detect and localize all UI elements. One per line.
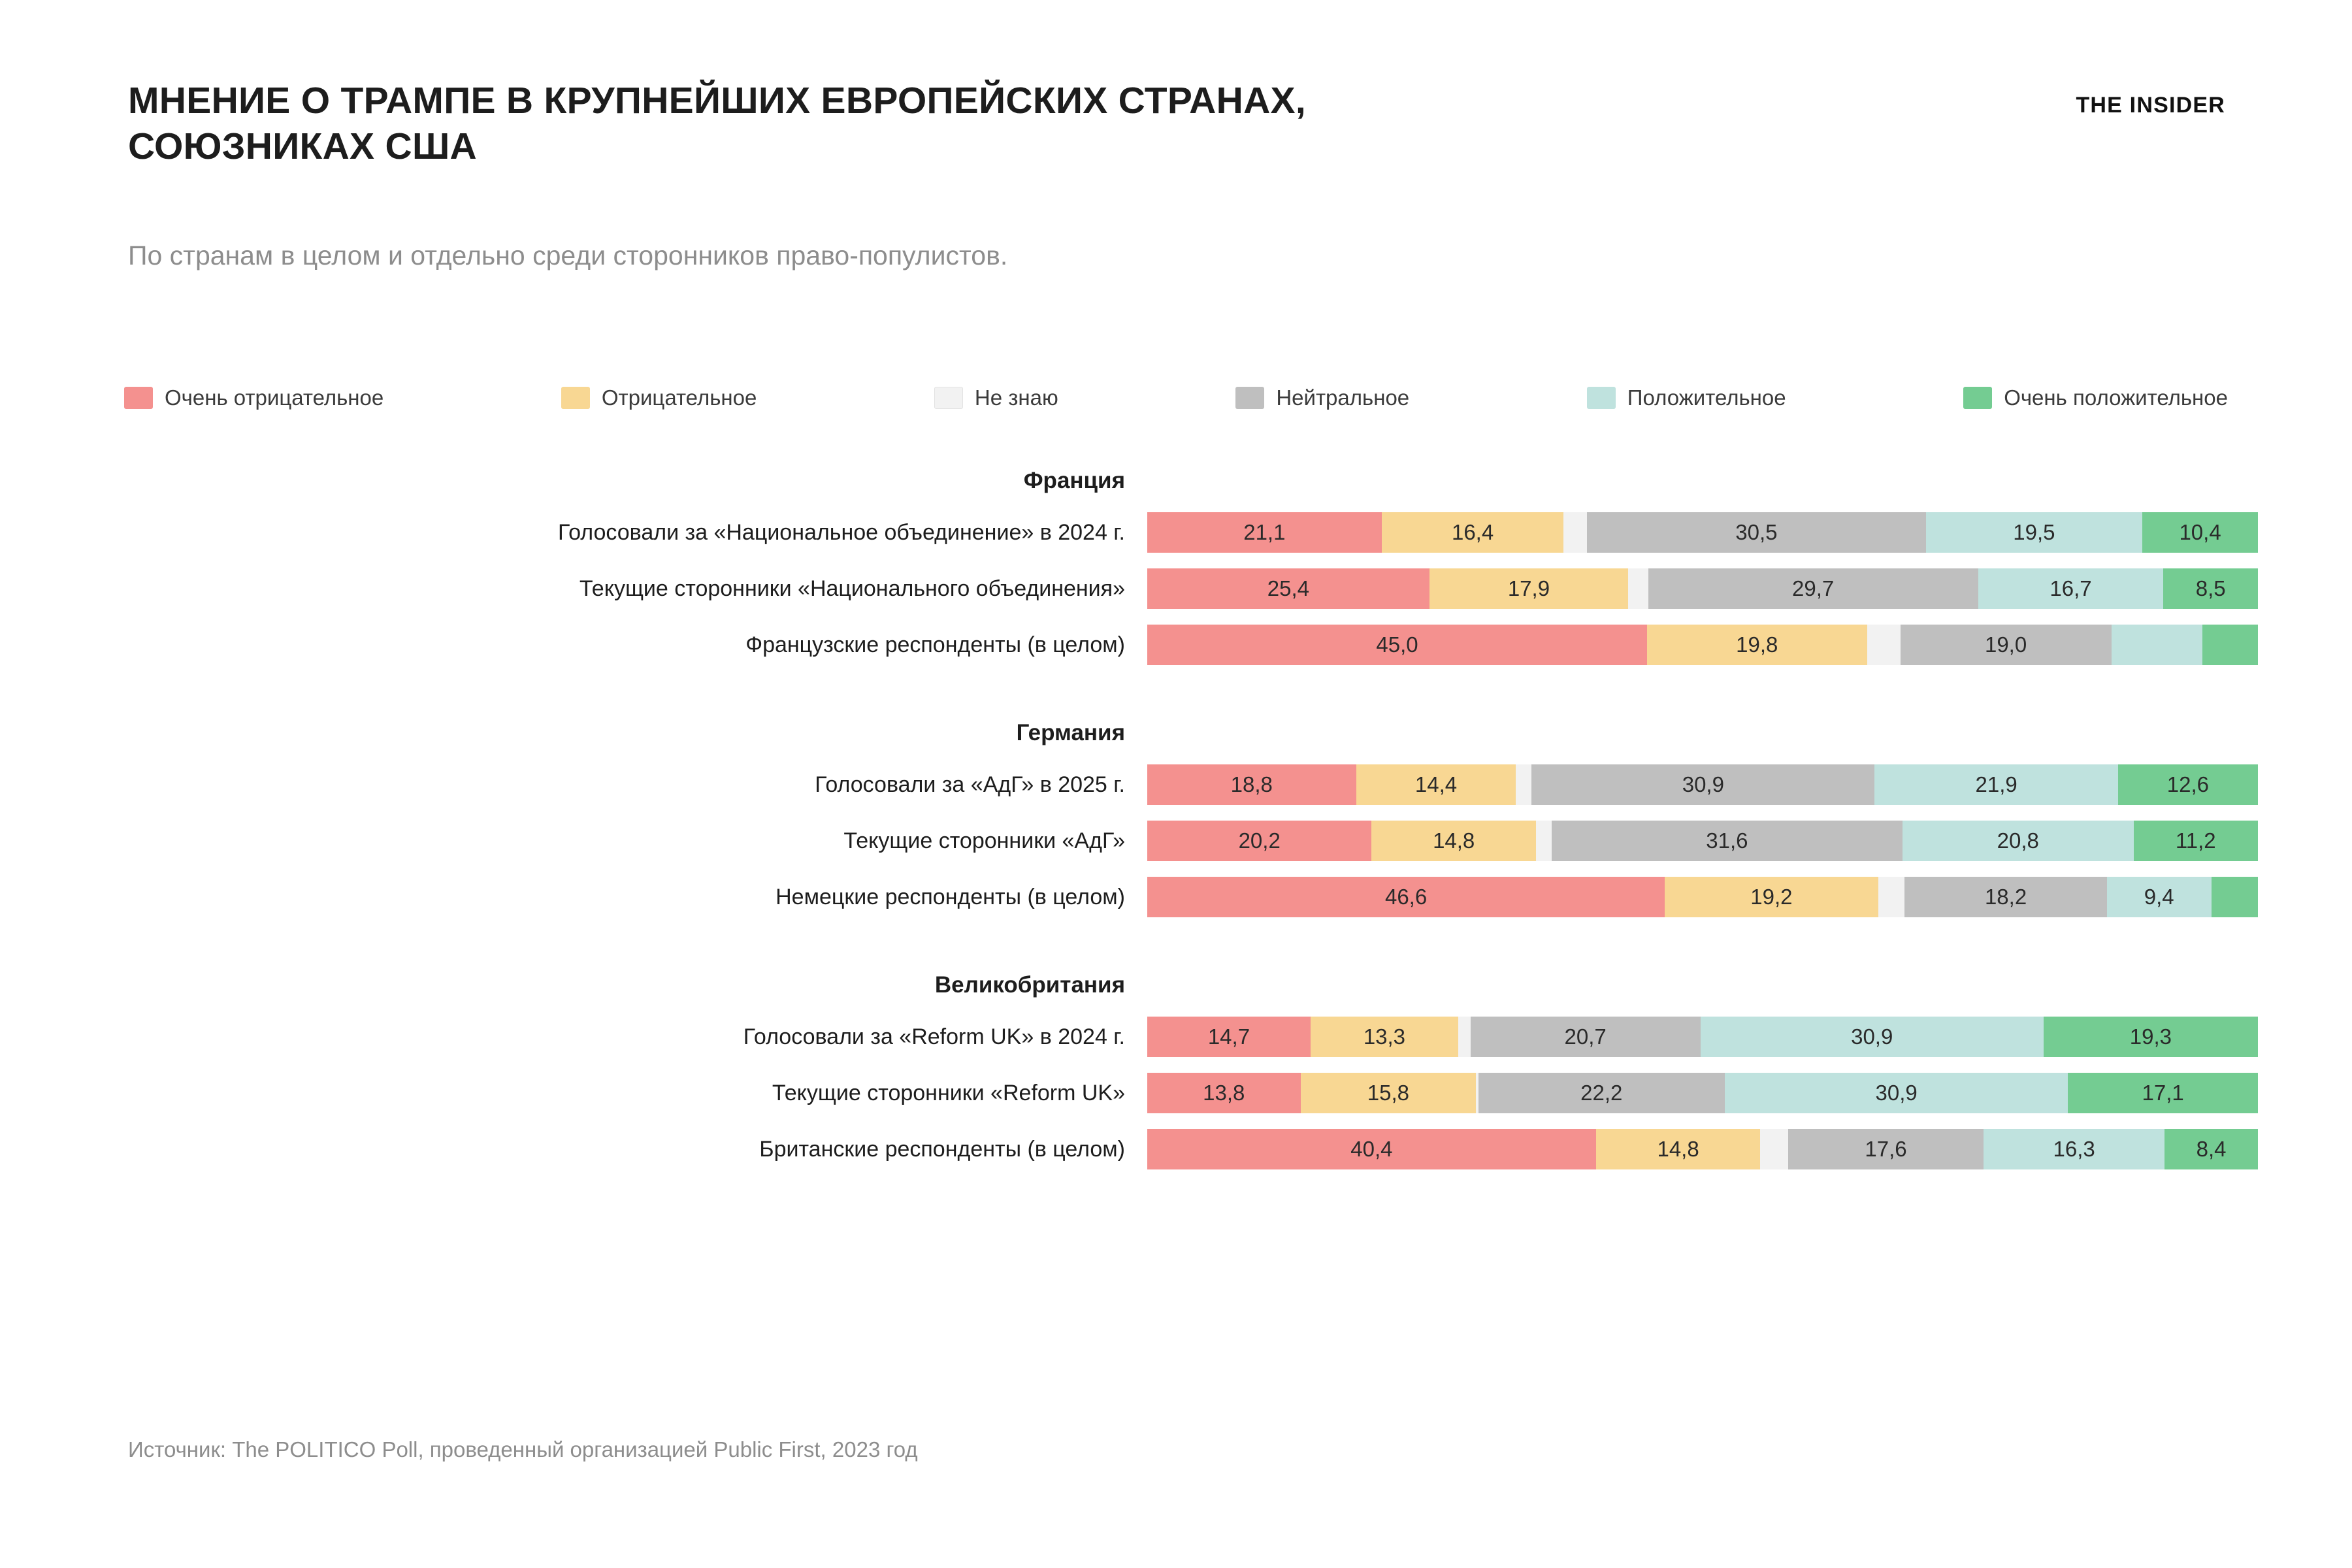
bar-segment-value: 29,7 (1792, 576, 1835, 600)
bar-segment-value: 19,8 (1736, 632, 1778, 657)
chart-row (128, 1009, 2258, 1065)
chart-row-label: Голосовали за «АдГ» в 2025 г. (815, 772, 1125, 797)
brand-logo: THE INSIDER (2076, 93, 2225, 118)
stacked-bar (1147, 1129, 2258, 1169)
bar-segment (1429, 568, 1628, 609)
bar-segment (1536, 821, 1552, 861)
source-note: Источник: The POLITICO Poll, проведенный организацией Public First, 2023 год (128, 1437, 918, 1462)
bar-segment-value: 40,4 (1350, 1137, 1393, 1161)
bar-segment (1301, 1073, 1477, 1113)
legend-item (561, 385, 757, 410)
bar-segment-value: 11,2 (2175, 828, 2216, 853)
legend-item (1235, 385, 1409, 410)
legend-label: Очень отрицательное (165, 385, 384, 410)
bar-segment (1926, 512, 2143, 553)
legend-swatch-icon (1963, 387, 1992, 409)
chart-row (128, 561, 2258, 617)
bar-segment-value: 14,7 (1207, 1024, 1250, 1049)
group-spacer (128, 673, 2258, 695)
bar-segment (1978, 568, 2164, 609)
stacked-bar (1147, 877, 2258, 917)
chart-row (128, 813, 2258, 869)
bar-segment-value: 21,1 (1243, 520, 1286, 544)
bar-segment-value: 20,2 (1238, 828, 1281, 853)
bar-segment (2163, 568, 2258, 609)
chart-row-label: Текущие сторонники «Национального объединения» (579, 576, 1125, 601)
bar-segment-value: 21,9 (1975, 772, 2017, 796)
chart-area (128, 457, 2258, 1214)
bar-segment-value: 14,4 (1414, 772, 1458, 796)
bar-segment (1701, 1017, 2044, 1057)
bar-segment (1478, 1073, 1725, 1113)
bar-segment (2107, 877, 2212, 917)
bar-segment-value: 17,1 (2142, 1081, 2184, 1105)
bar-segment (2212, 877, 2258, 917)
group-title: Франция (1023, 468, 1125, 493)
bar-segment (1147, 1017, 1311, 1057)
bar-segment-value: 16,7 (2050, 576, 2092, 600)
bar-segment-value: 46,6 (1384, 885, 1428, 909)
stacked-bar (1147, 625, 2258, 665)
bar-segment-value: 30,9 (1875, 1081, 1918, 1105)
chart-row-label: Французские респонденты (в целом) (745, 632, 1125, 657)
bar-segment (2142, 512, 2258, 553)
chart-row-label: Текущие сторонники «АдГ» (843, 828, 1125, 853)
bar-segment-value: 14,8 (1433, 828, 1475, 853)
chart-legend (124, 385, 2228, 410)
bar-segment-value: 19,0 (1984, 632, 2027, 657)
bar-segment-value: 17,6 (1865, 1137, 1907, 1161)
chart-row-label: Немецкие респонденты (в целом) (776, 884, 1125, 909)
bar-segment-value: 8,5 (2195, 576, 2226, 600)
chart-row (128, 869, 2258, 925)
group-title: Великобритания (934, 972, 1125, 998)
bar-segment-value: 19,5 (2013, 520, 2055, 544)
chart-row (128, 1065, 2258, 1121)
chart-row (128, 617, 2258, 673)
bar-segment (1382, 512, 1564, 553)
bar-segment-value: 22,2 (1580, 1081, 1623, 1105)
bar-segment (1665, 877, 1878, 917)
bar-segment (1904, 877, 2106, 917)
bar-segment-value: 18,8 (1230, 772, 1273, 796)
bar-segment (1648, 568, 1978, 609)
stacked-bar (1147, 1017, 2258, 1057)
bar-segment (1984, 1129, 2164, 1169)
page-subtitle: По странам в целом и отдельно среди сторонников право-популистов. (128, 240, 1008, 270)
chart-group (128, 710, 2258, 947)
bar-segment-value: 30,9 (1851, 1024, 1893, 1049)
chart-row (128, 757, 2258, 813)
group-spacer (128, 1177, 2258, 1200)
bar-segment-value: 25,4 (1267, 576, 1310, 600)
bar-segment-value: 18,2 (1984, 885, 2027, 909)
bar-segment (1878, 877, 1905, 917)
group-spacer (128, 925, 2258, 947)
bar-segment (2118, 764, 2258, 805)
legend-item (1587, 385, 1786, 410)
bar-segment-value: 14,8 (1657, 1137, 1699, 1161)
bar-segment (1147, 764, 1356, 805)
bar-segment (2112, 625, 2202, 665)
legend-item (124, 385, 384, 410)
bar-segment (1867, 625, 1901, 665)
bar-segment-value: 8,4 (2196, 1137, 2227, 1161)
legend-swatch-icon (1587, 387, 1616, 409)
bar-segment (1647, 625, 1867, 665)
bar-segment (1552, 821, 1903, 861)
bar-segment-value: 12,6 (2166, 772, 2209, 796)
bar-segment (1147, 512, 1382, 553)
bar-segment (2134, 821, 2258, 861)
bar-segment-value: 13,3 (1363, 1024, 1406, 1049)
legend-label: Не знаю (974, 385, 1058, 410)
bar-segment (1147, 568, 1429, 609)
bar-segment (1147, 625, 1647, 665)
bar-segment-value: 13,8 (1203, 1081, 1245, 1105)
header (128, 78, 2225, 169)
bar-segment-value: 19,3 (2129, 1024, 2172, 1049)
bar-segment (1628, 568, 1648, 609)
bar-segment (2068, 1073, 2258, 1113)
bar-segment (1874, 764, 2117, 805)
bar-segment-value: 20,8 (1997, 828, 2039, 853)
legend-swatch-icon (934, 387, 963, 409)
bar-segment (1458, 1017, 1471, 1057)
legend-label: Нейтральное (1276, 385, 1410, 410)
bar-segment-value: 31,6 (1706, 828, 1748, 853)
bar-segment (1147, 821, 1371, 861)
legend-label: Отрицательное (601, 385, 757, 410)
legend-item (1963, 385, 2228, 410)
legend-swatch-icon (1235, 387, 1264, 409)
bar-segment (1903, 821, 2134, 861)
bar-segment (1587, 512, 1926, 553)
bar-segment-value: 17,9 (1507, 576, 1550, 600)
legend-swatch-icon (561, 387, 590, 409)
bar-segment (1901, 625, 2112, 665)
bar-segment (2202, 625, 2258, 665)
stacked-bar (1147, 764, 2258, 805)
chart-row-label: Голосовали за «Национальное объединение» в 2024 г. (557, 519, 1125, 545)
bar-segment (1147, 1073, 1301, 1113)
bar-segment (1371, 821, 1536, 861)
chart-row (128, 504, 2258, 561)
bar-segment (2164, 1129, 2258, 1169)
bar-segment (1531, 764, 1874, 805)
bar-segment-value: 15,8 (1367, 1081, 1409, 1105)
bar-segment (1788, 1129, 1984, 1169)
chart-row-label: Британские респонденты (в целом) (759, 1136, 1125, 1162)
stacked-bar (1147, 568, 2258, 609)
bar-segment (1471, 1017, 1701, 1057)
bar-segment (1147, 877, 1665, 917)
bar-segment-value: 16,3 (2053, 1137, 2095, 1161)
chart-group (128, 457, 2258, 695)
chart-row (128, 1121, 2258, 1177)
bar-segment-value: 30,9 (1682, 772, 1724, 796)
bar-segment-value: 45,0 (1376, 632, 1418, 657)
bar-segment (1516, 764, 1531, 805)
bar-segment (1760, 1129, 1788, 1169)
bar-segment (1725, 1073, 2068, 1113)
bar-segment-value: 16,4 (1451, 520, 1494, 544)
legend-label: Очень положительное (2004, 385, 2228, 410)
bar-segment (1596, 1129, 1761, 1169)
page-title: МНЕНИЕ О ТРАМПЕ В КРУПНЕЙШИХ ЕВРОПЕЙСКИХ СТРАНАХ, СОЮЗНИКАХ США (128, 80, 1306, 167)
stacked-bar (1147, 512, 2258, 553)
legend-label: Положительное (1627, 385, 1786, 410)
stacked-bar (1147, 1073, 2258, 1113)
bar-segment (1311, 1017, 1458, 1057)
bar-segment (1563, 512, 1587, 553)
bar-segment-value: 30,5 (1735, 520, 1778, 544)
bar-segment-value: 19,2 (1750, 885, 1793, 909)
bar-segment-value: 20,7 (1564, 1024, 1607, 1049)
bar-segment (1356, 764, 1516, 805)
chart-row-label: Текущие сторонники «Reform UK» (772, 1080, 1125, 1105)
bar-segment (2044, 1017, 2258, 1057)
bar-segment-value: 9,4 (2144, 885, 2174, 909)
bar-segment-value: 10,4 (2179, 520, 2221, 544)
stacked-bar (1147, 821, 2258, 861)
chart-group (128, 962, 2258, 1200)
chart-row-label: Голосовали за «Reform UK» в 2024 г. (743, 1024, 1125, 1049)
group-title: Германия (1016, 720, 1125, 745)
legend-swatch-icon (124, 387, 153, 409)
bar-segment (1147, 1129, 1596, 1169)
legend-item (934, 385, 1058, 410)
